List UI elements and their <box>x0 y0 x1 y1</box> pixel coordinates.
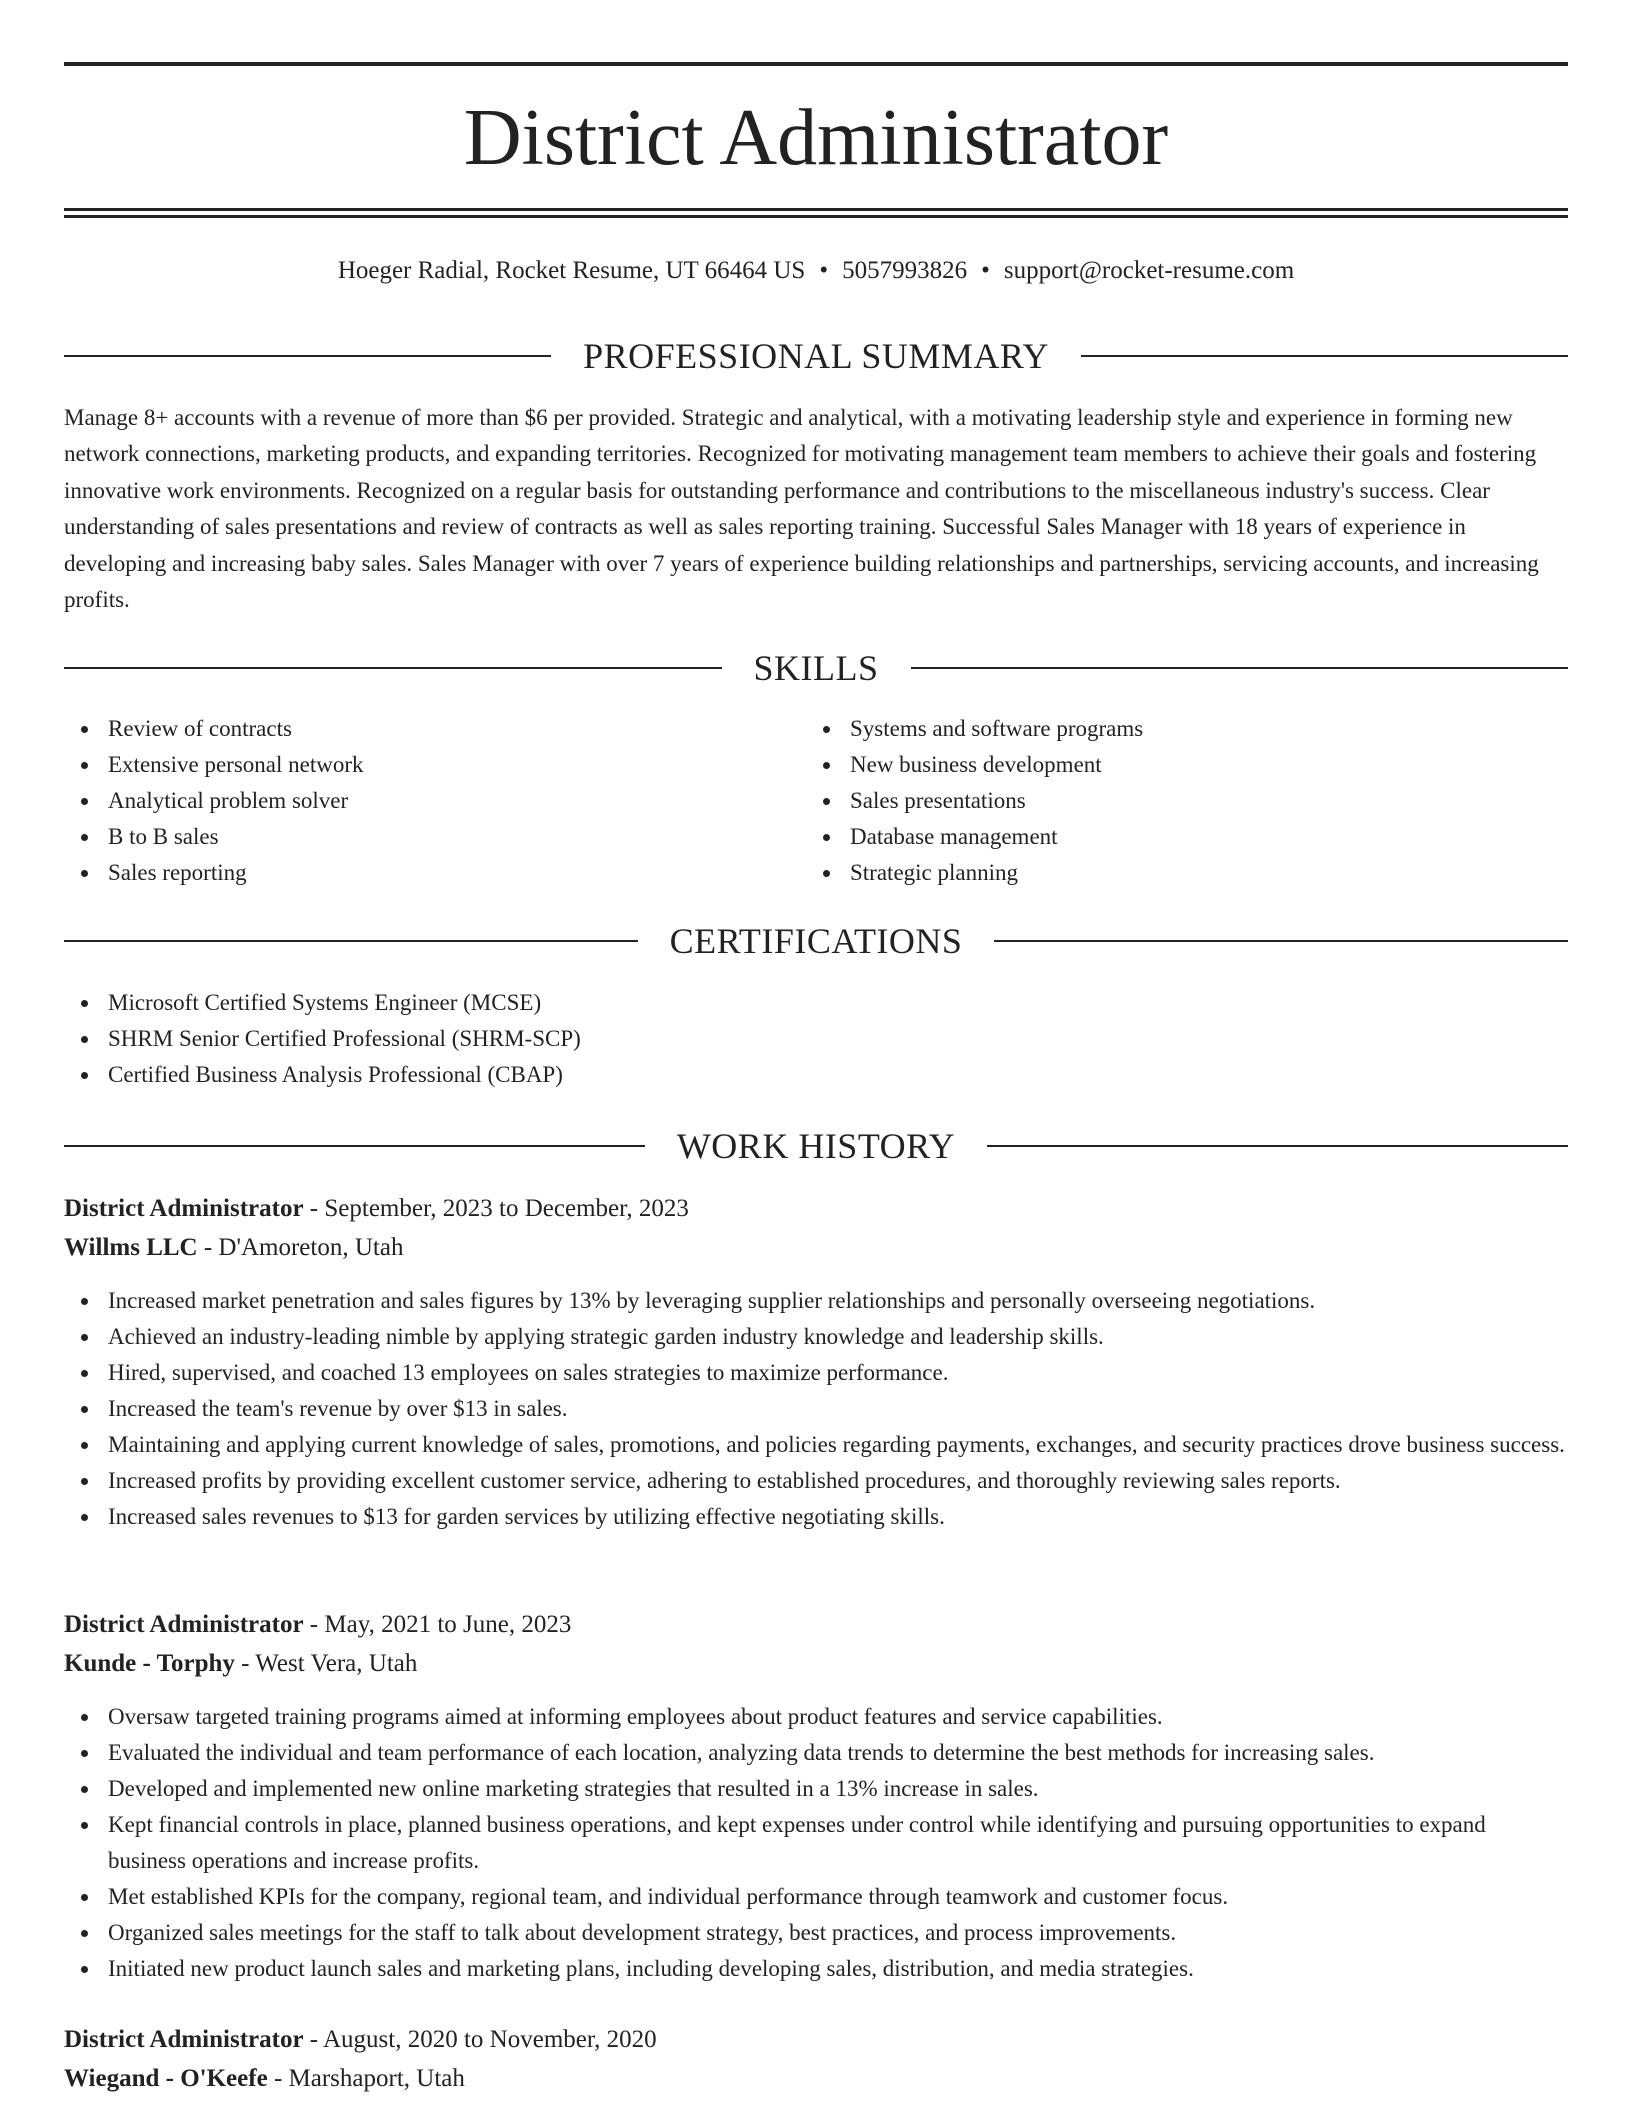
job-dates: - May, 2021 to June, 2023 <box>303 1611 572 1638</box>
contact-address: Hoeger Radial, Rocket Resume, UT 66464 US <box>337 257 806 284</box>
skill-item: Database management <box>806 819 1566 855</box>
contact-separator: • <box>981 257 990 284</box>
section-heading-certifications <box>64 919 1568 963</box>
skill-item: Sales presentations <box>806 783 1566 819</box>
job-bullet: Organized sales meetings for the staff to talk about development strategy, best practices, and process improvements. <box>64 1915 1568 1951</box>
contact-email: support@rocket-resume.com <box>1003 257 1295 284</box>
job-bullet: Increased the team's revenue by over $13 in sales. <box>64 1391 1568 1427</box>
section-title: PROFESSIONAL SUMMARY <box>583 336 1049 376</box>
job-bullet: Met established KPIs for the company, regional team, and individual performance through teamwork and customer focus. <box>64 1879 1568 1915</box>
job-bullet: Oversaw targeted training programs aimed at informing employees about product features and service capabilities. <box>64 1699 1568 1735</box>
skill-item: New business development <box>806 747 1566 783</box>
job-bullet: Achieved an industry-leading nimble by applying strategic garden industry knowledge and leadership skills. <box>64 1319 1568 1355</box>
certification-item: Microsoft Certified Systems Engineer (MCSE) <box>64 985 1568 1021</box>
job-bullets <box>64 1283 1568 1535</box>
job-bullet: Maintaining and applying current knowledge of sales, promotions, and policies regarding payments, exchanges, and security practices drove business success. <box>64 1427 1568 1463</box>
job-title-line <box>64 2021 1568 2059</box>
job-location: - Marshaport, Utah <box>267 2065 465 2092</box>
job-title: District Administrator <box>64 1611 304 1638</box>
job-location: - D'Amoreton, Utah <box>197 1234 404 1261</box>
job-bullet: Hired, supervised, and coached 13 employees on sales strategies to maximize performance. <box>64 1355 1568 1391</box>
job-bullets <box>64 1699 1568 1987</box>
contact-phone: 5057993826 <box>842 257 968 284</box>
skill-item: Extensive personal network <box>64 747 804 783</box>
heading-rule <box>987 1145 1568 1147</box>
job-bullet: Increased profits by providing excellent customer service, adhering to established procedures, and thoroughly reviewing sales reports. <box>64 1463 1568 1499</box>
job-company: Kunde - Torphy <box>64 1650 235 1677</box>
skill-item: Review of contracts <box>64 711 804 747</box>
job-title: District Administrator <box>64 2026 304 2053</box>
section-heading-work-history <box>64 1124 1568 1168</box>
heading-rule <box>64 667 722 669</box>
skill-item: B to B sales <box>64 819 804 855</box>
job-bullet: Initiated new product launch sales and marketing plans, including developing sales, distribution, and media strategies. <box>64 1951 1568 1987</box>
heading-rule <box>64 940 638 942</box>
heading-rule <box>911 667 1569 669</box>
job-company-line <box>64 2060 1568 2098</box>
skill-item: Analytical problem solver <box>64 783 804 819</box>
skill-item: Systems and software programs <box>806 711 1566 747</box>
heading-rule <box>64 1145 645 1147</box>
certification-item: Certified Business Analysis Professional (CBAP) <box>64 1057 1568 1093</box>
section-heading-summary <box>64 334 1568 378</box>
job-company-line <box>64 1645 1568 1683</box>
resume-page <box>64 0 1568 2112</box>
job-title: District Administrator <box>64 1195 304 1222</box>
certification-item: SHRM Senior Certified Professional (SHRM-SCP) <box>64 1021 1568 1057</box>
job-bullet: Increased sales revenues to $13 for garden services by utilizing effective negotiating skills. <box>64 1499 1568 1535</box>
skills-list-right <box>806 711 1566 891</box>
job-dates: - September, 2023 to December, 2023 <box>303 1195 689 1222</box>
heading-rule <box>64 355 551 357</box>
section-heading-skills <box>64 646 1568 690</box>
job-title-line <box>64 1190 1568 1228</box>
job-bullet: Evaluated the individual and team performance of each location, analyzing data trends to determine the best methods for increasing sales. <box>64 1735 1568 1771</box>
certifications-list <box>64 985 1568 1093</box>
summary-text: Manage 8+ accounts with a revenue of more than $6 per provided. Strategic and analytical, with a motivating leadership style and experience in forming new network connections, marketing products, and expanding territories. Recognized for motivating management team members to achieve their goals and fostering innovative work environments. Recognized on a regular basis for outstanding performance and contributions to the miscellaneous industry's success. Clear understanding of sales presentations and review of contracts as well as sales reporting training. Successful Sales Manager with 18 years of experience in developing and increasing baby sales. Sales Manager with over 7 years of experience building relationships and partnerships, servicing accounts, and increasing profits. <box>64 405 1539 613</box>
job-bullet: Developed and implemented new online marketing strategies that resulted in a 13% increase in sales. <box>64 1771 1568 1807</box>
job-company: Wiegand - O'Keefe <box>64 2065 268 2092</box>
section-title: SKILLS <box>753 648 879 688</box>
job-company: Willms LLC <box>64 1234 198 1261</box>
job-bullet: Kept financial controls in place, planned business operations, and kept expenses under control while identifying and pursuing opportunities to expand business operations and increase profits. <box>64 1807 1568 1879</box>
double-rule <box>64 208 1568 218</box>
top-rule <box>64 62 1568 66</box>
job-bullet: Increased market penetration and sales figures by 13% by leveraging supplier relationships and personally overseeing negotiations. <box>64 1283 1568 1319</box>
skills-list-left <box>64 711 804 891</box>
job-company-line <box>64 1229 1568 1267</box>
skill-item: Strategic planning <box>806 855 1566 891</box>
job-dates: - August, 2020 to November, 2020 <box>303 2026 657 2053</box>
heading-rule <box>1081 355 1568 357</box>
resume-name: District Administrator <box>463 94 1169 182</box>
job-location: - West Vera, Utah <box>234 1650 418 1677</box>
contact-separator: • <box>819 257 829 284</box>
job-title-line <box>64 1606 1568 1644</box>
section-title: WORK HISTORY <box>676 1126 956 1166</box>
section-title: CERTIFICATIONS <box>669 921 963 961</box>
heading-rule <box>994 940 1568 942</box>
contact-line <box>64 254 1568 288</box>
skill-item: Sales reporting <box>64 855 804 891</box>
